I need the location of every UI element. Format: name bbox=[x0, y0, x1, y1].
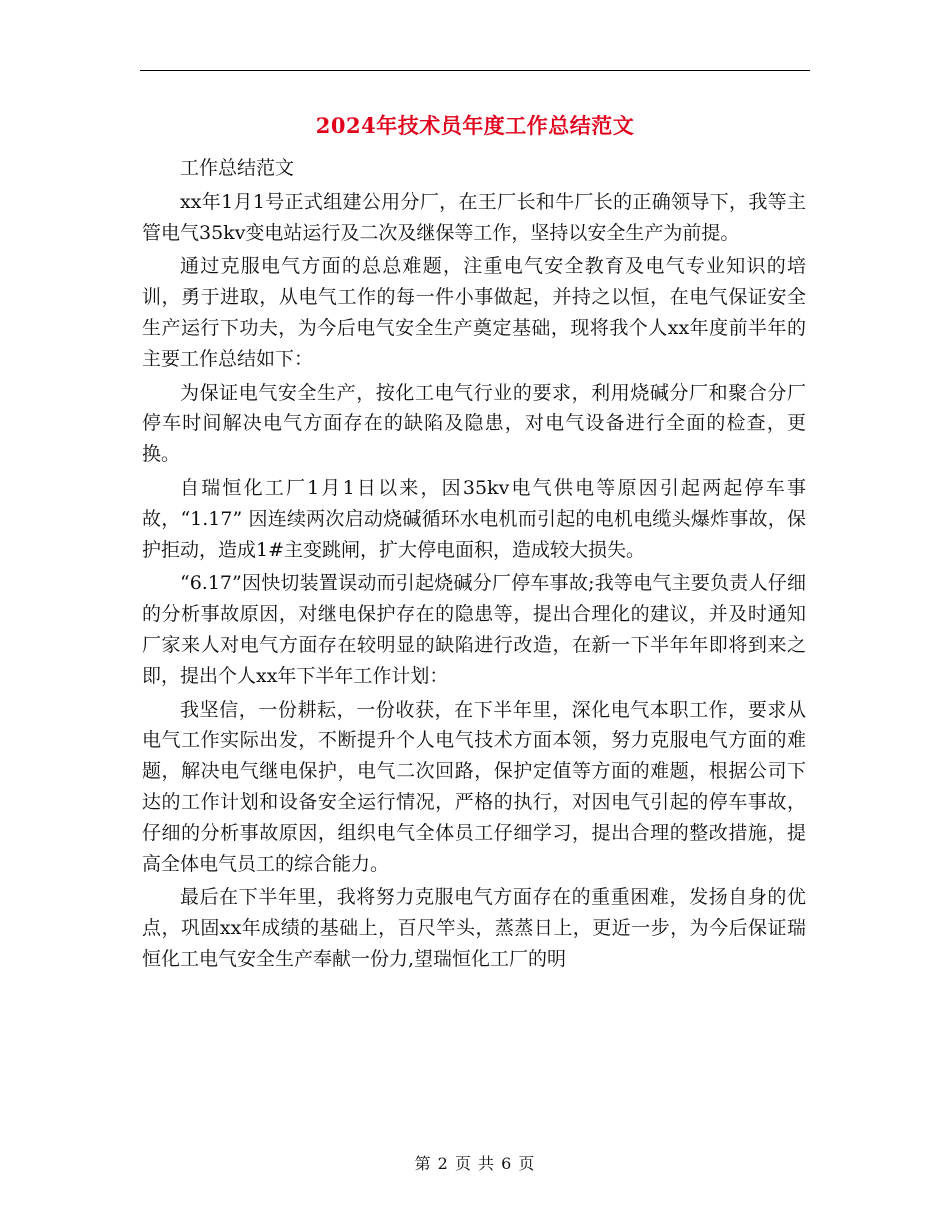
header-rule bbox=[140, 70, 810, 71]
paragraph: 自瑞恒化工厂1月1日以来，因35kv电气供电等原因引起两起停车事故，“1.17” 因连续两次启动烧碱循环水电机而引起的电机电缆头爆炸事故，保护拒动，造成1#主变跳闸，扩大停电面积，造成较大损失。 bbox=[142, 476, 806, 561]
paragraph: 我坚信，一份耕耘，一份收获，在下半年里，深化电气本职工作，要求从电气工作实际出发，不断提升个人电气技术方面本领，努力克服电气方面的难题，解决电气继电保护，电气二次回路，保护定值等方面的难题，根据公司下达的工作计划和设备安全运行情况，严格的执行，对因电气引起的停车事故，仔细的分析事故原因，组织电气全体员工仔细学习，提出合理的整改措施，提高全体电气员工的综合能力。 bbox=[142, 698, 806, 875]
paragraph: xx年1月1号正式组建公用分厂，在王厂长和牛厂长的正确领导下，我等主管电气35kv变电站运行及二次及继保等工作，坚持以安全生产为前提。 bbox=[142, 190, 806, 244]
paragraph: “6.17”因快切装置误动而引起烧碱分厂停车事故;我等电气主要负责人仔细的分析事故原因，对继电保护存在的隐患等，提出合理化的建议，并及时通知厂家来人对电气方面存在较明显的缺陷进行改造，在新一下半年年即将到来之即，提出个人xx年下半年工作计划： bbox=[142, 572, 806, 687]
paragraph: 工作总结范文 bbox=[180, 157, 295, 179]
paragraph: 通过克服电气方面的总总难题，注重电气安全教育及电气专业知识的培训，勇于进取，从电气工作的每一件小事做起，并持之以恒，在电气保证安全生产运行下功夫，为今后电气安全生产奠定基础，现将我个人xx年度前半年的主要工作总结如下： bbox=[142, 255, 806, 370]
page-footer: 第 2 页 共 6 页 bbox=[414, 1154, 536, 1173]
document-body bbox=[142, 153, 806, 978]
paragraph: 为保证电气安全生产，按化工电气行业的要求，利用烧碱分厂和聚合分厂停车时间解决电气方面存在的缺陷及隐患，对电气设备进行全面的检查，更换。 bbox=[142, 381, 806, 466]
document-title: 2024年技术员年度工作总结范文 bbox=[315, 113, 635, 138]
paragraph: 最后在下半年里，我将努力克服电气方面存在的重重困难，发扬自身的优点，巩固xx年成绩的基础上，百尺竿头，蒸蒸日上，更近一步，为今后保证瑞恒化工电气安全生产奉献一份力,望瑞恒化工厂的明 bbox=[142, 886, 806, 970]
